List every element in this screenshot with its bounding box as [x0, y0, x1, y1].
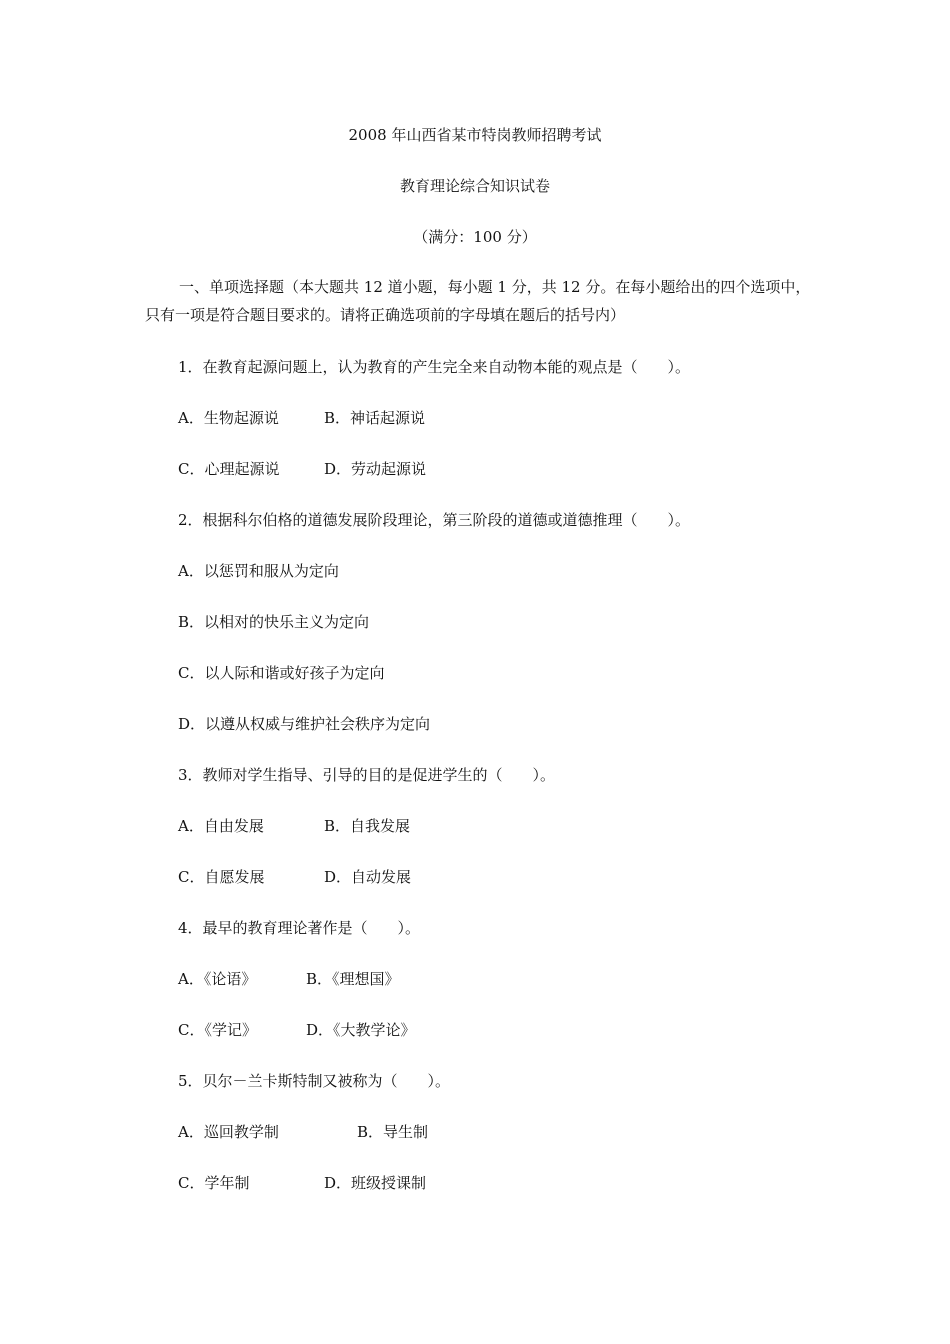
question-2-option-a: A．以惩罚和服从为定向 [178, 562, 339, 580]
question-2-option-c: C．以人际和谐或好孩子为定向 [178, 664, 385, 682]
question-3-option-b: B．自我发展 [324, 817, 411, 835]
exam-subtitle: 教育理论综合知识试卷 [399, 177, 550, 195]
question-5-stem: 5．贝尔－兰卡斯特制又被称为（ ）。 [178, 1072, 451, 1090]
question-4-option-a: A．《论语》 [178, 970, 257, 988]
question-5-option-a: A．巡回教学制 [178, 1123, 279, 1141]
question-1-option-a: A．生物起源说 [178, 409, 279, 427]
question-5-options-row-2 [178, 1172, 426, 1193]
question-1-option-b: B．神话起源说 [324, 409, 426, 427]
section-instructions: 一、单项选择题（本大题共 12 道小题，每小题 1 分，共 12 分。在每小题给出的四个选项中，只有一项是符合题目要求的。请将正确选项前的字母填在题后的括号内） [145, 278, 811, 324]
question-3-options-row-2 [178, 866, 411, 887]
question-2-stem: 2．根据科尔伯格的道德发展阶段理论，第三阶段的道德或道德推理（ ）。 [178, 511, 691, 529]
exam-title: 2008 年山西省某市特岗教师招聘考试 [348, 126, 602, 144]
question-1-stem: 1．在教育起源问题上，认为教育的产生完全来自动物本能的观点是（ ）。 [178, 358, 691, 376]
question-3-options-row-1 [178, 815, 410, 836]
question-4-options-row-1 [178, 968, 400, 989]
question-2-option-b: B．以相对的快乐主义为定向 [178, 613, 370, 631]
exam-score: （满分：100 分） [413, 228, 537, 246]
question-5-options-row-1 [178, 1121, 428, 1142]
question-4-options-row-2 [178, 1019, 416, 1040]
question-5-option-c: C．学年制 [178, 1174, 250, 1192]
question-2-option-d: D．以遵从权威与维护社会秩序为定向 [178, 715, 431, 733]
question-3-option-c: C．自愿发展 [178, 868, 265, 886]
question-3-option-a: A．自由发展 [178, 817, 264, 835]
question-3-option-d: D．自动发展 [324, 868, 412, 886]
question-4-option-b: B．《理想国》 [306, 970, 400, 988]
question-1-option-d: D．劳动起源说 [324, 460, 427, 478]
question-5-option-d: D．班级授课制 [324, 1174, 427, 1192]
question-4-option-d: D．《大教学论》 [306, 1021, 416, 1039]
question-3-stem: 3．教师对学生指导、引导的目的是促进学生的（ ）。 [178, 766, 556, 784]
question-5-option-b: B．导生制 [357, 1123, 429, 1141]
question-4-stem: 4．最早的教育理论著作是（ ）。 [178, 919, 421, 937]
question-1-options-row-1 [178, 407, 425, 428]
question-1-options-row-2 [178, 458, 426, 479]
question-1-option-c: C．心理起源说 [178, 460, 280, 478]
question-4-option-c: C．《学记》 [178, 1021, 257, 1039]
